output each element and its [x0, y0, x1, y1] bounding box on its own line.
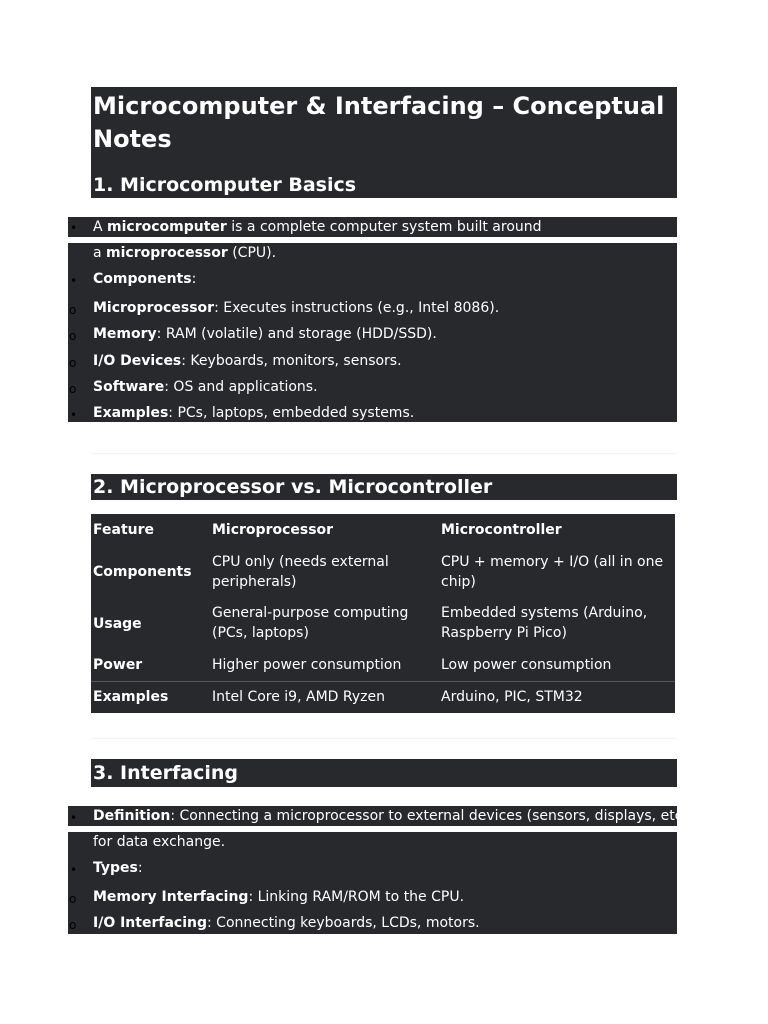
page-title: Microcomputer & Interfacing – Conceptual Notes [93, 92, 665, 153]
section-1-heading: 1. Microcomputer Basics [93, 174, 357, 196]
list-item-io-devices: I/O Devices: Keyboards, monitors, sensors. [93, 353, 402, 369]
list-item-microcomputer-line1: A microcomputer is a complete computer system built around [93, 219, 542, 235]
divider [91, 453, 677, 454]
bullet-filled: • [70, 274, 78, 288]
bullet-filled: • [70, 811, 78, 825]
table-header-feature: Feature [93, 522, 154, 538]
table-cell: Low power consumption [441, 657, 612, 673]
bullet-hollow: o [69, 918, 77, 932]
table-cell: Intel Core i9, AMD Ryzen [212, 689, 385, 705]
table-header-microprocessor: Microprocessor [212, 522, 334, 538]
table-cell: General-purpose computing (PCs, laptops) [212, 605, 409, 641]
bullet-hollow: o [69, 356, 77, 370]
list-item-definition-line1: Definition: Connecting a microprocessor to external devices (sensors, displays, etc.) [93, 808, 693, 824]
bullet-hollow: o [69, 329, 77, 343]
table-cell-feature: Examples [93, 689, 169, 705]
table-cell: Higher power consumption [212, 657, 402, 673]
table-cell-feature: Power [93, 657, 143, 673]
table-cell-feature: Usage [93, 616, 142, 632]
list-item-memory-interfacing: Memory Interfacing: Linking RAM/ROM to the CPU. [93, 889, 465, 905]
bullet-filled: • [70, 221, 78, 235]
list-item-software: Software: OS and applications. [93, 379, 318, 395]
table-row-divider [91, 681, 675, 682]
table-cell-feature: Components [93, 564, 192, 580]
table-cell: Arduino, PIC, STM32 [441, 689, 583, 705]
table-cell: Embedded systems (Arduino, Raspberry Pi Pico) [441, 605, 648, 641]
list-item-examples: Examples: PCs, laptops, embedded systems. [93, 405, 415, 421]
list-item-microcomputer-line2: a microprocessor (CPU). [93, 245, 277, 261]
bullet-hollow: o [69, 303, 77, 317]
section-3-heading: 3. Interfacing [93, 762, 238, 784]
table-cell: CPU only (needs external peripherals) [212, 554, 389, 590]
divider [91, 738, 677, 739]
list-item-components: Components: [93, 271, 197, 287]
list-item-io-interfacing: I/O Interfacing: Connecting keyboards, LCDs, motors. [93, 915, 480, 931]
bullet-filled: • [70, 408, 78, 422]
bullet-hollow: o [69, 382, 77, 396]
table-header-microcontroller: Microcontroller [441, 522, 562, 538]
list-item-memory: Memory: RAM (volatile) and storage (HDD/SSD). [93, 326, 437, 342]
bullet-hollow: o [69, 892, 77, 906]
list-item-microprocessor: Microprocessor: Executes instructions (e.g., Intel 8086). [93, 300, 500, 316]
list-item-types: Types: [93, 860, 143, 876]
bullet-filled: • [70, 863, 78, 877]
table-cell: CPU + memory + I/O (all in one chip) [441, 554, 664, 590]
list-item-definition-line2: for data exchange. [93, 834, 226, 850]
section-2-heading: 2. Microprocessor vs. Microcontroller [93, 476, 493, 498]
